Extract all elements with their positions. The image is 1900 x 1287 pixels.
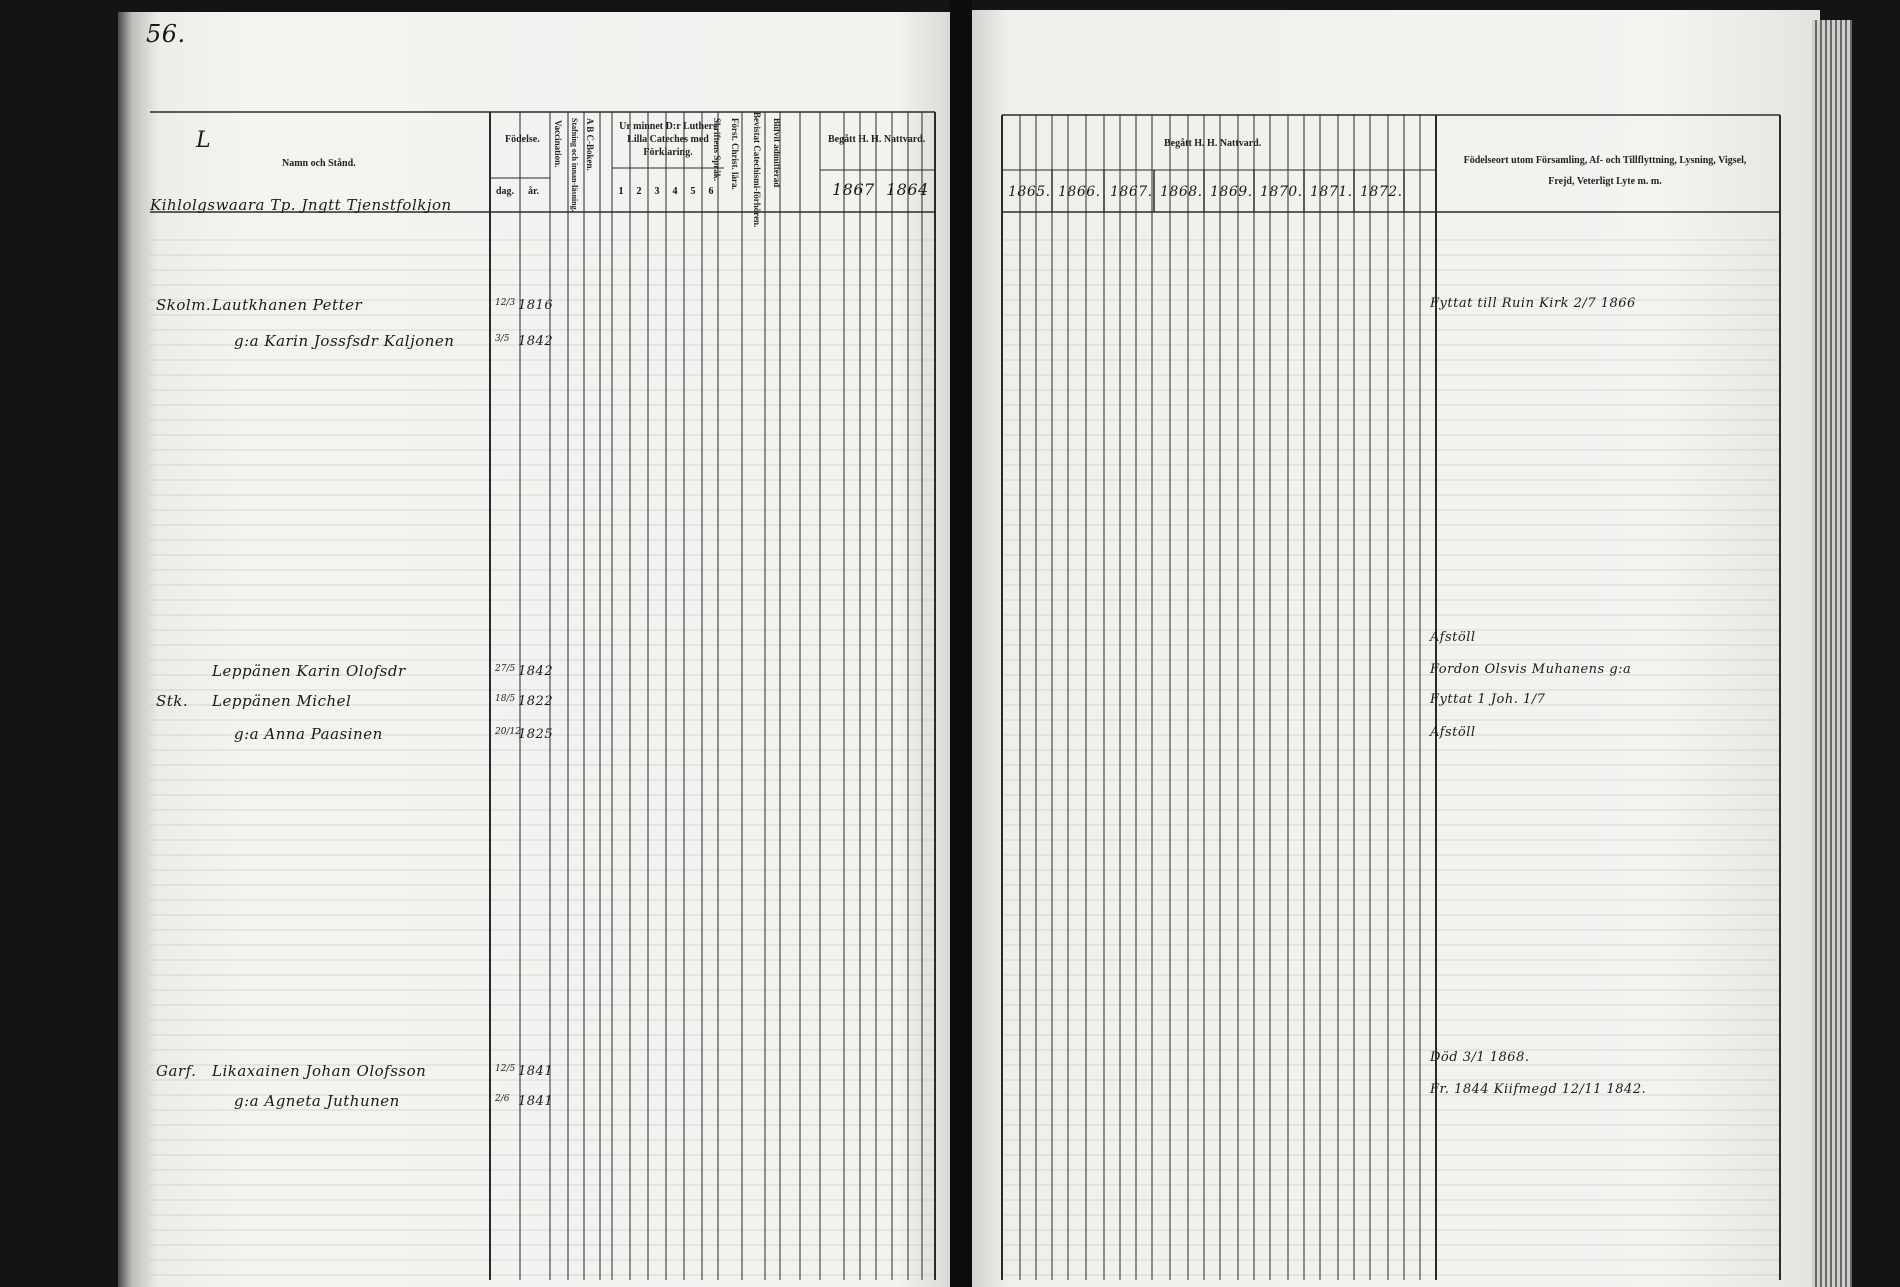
header-birth-year: år.	[528, 186, 540, 197]
entry-place: Skolm.	[156, 296, 212, 314]
entry-birth-day: 3/5	[495, 334, 510, 344]
remark-entry: Afstöll	[1430, 630, 1476, 645]
header-reading-spelling: Stafning och innan-läsning.	[570, 118, 579, 212]
page-number: 56.	[146, 20, 186, 48]
catechism-number: 3	[654, 186, 660, 197]
entry-birth-day: 18/5	[495, 694, 516, 704]
year-left-1: 1867	[832, 180, 875, 199]
entry-name: g:a Agneta Juthunen	[234, 1092, 400, 1110]
entry-name: Lautkhanen Petter	[212, 296, 363, 314]
entry-name: Leppänen Karin Olofsdr	[212, 662, 406, 680]
entry-birth-day: 20/12	[495, 727, 521, 737]
year-right: 1872.	[1360, 184, 1403, 200]
entry-birth-year: 1816	[518, 298, 554, 313]
entry-birth-day: 12/5	[495, 1064, 516, 1074]
header-scripture-proof: Skriftens Språk.	[712, 118, 722, 182]
year-right: 1870.	[1260, 184, 1303, 200]
village-title: Kihlolgswaara Tp. Jngtt Tjenstfolkjon	[150, 196, 452, 214]
entry-birth-year: 1822	[518, 694, 554, 709]
entry-birth-year: 1842	[518, 664, 554, 679]
year-left-2: 1864	[886, 180, 929, 199]
remark-entry: Fyttat till Ruin Kirk 2/7 1866	[1430, 296, 1636, 311]
entry-name: Likaxainen Johan Olofsson	[212, 1062, 427, 1080]
entry-birth-year: 1842	[518, 334, 554, 349]
year-right: 1867.	[1110, 184, 1153, 200]
remark-entry: Fordon Olsvis Muhanens g:a	[1430, 662, 1632, 677]
header-name-and-status: Namn och Stånd.	[282, 158, 356, 169]
catechism-number: 2	[636, 186, 642, 197]
year-right: 1871.	[1310, 184, 1353, 200]
catechism-number: 1	[618, 186, 624, 197]
entry-place: Garf.	[156, 1062, 197, 1080]
catechism-number: 4	[672, 186, 678, 197]
entry-birth-day: 12/3	[495, 298, 516, 308]
header-christian-doctrine: Först. Christ. lära.	[730, 118, 740, 190]
header-birth: Födelse.	[505, 134, 540, 145]
header-abc-book: A B C-Boken.	[585, 118, 595, 171]
header-communion-attended-left: Begått H. H. Nattvard.	[828, 134, 926, 145]
entry-birth-year: 1825	[518, 727, 554, 742]
remark-entry: Död 3/1 1868.	[1430, 1050, 1530, 1065]
year-right: 1865.	[1008, 184, 1051, 200]
header-proven-catechism: Bevistat Catechismi-förhören.	[752, 112, 762, 228]
entry-name: g:a Anna Paasinen	[234, 725, 383, 743]
entry-birth-year: 1841	[518, 1064, 554, 1079]
remark-entry: Afstöll	[1430, 725, 1476, 740]
remark-entry: Fyttat 1 Joh. 1/7	[1430, 692, 1546, 707]
year-right: 1868.	[1160, 184, 1203, 200]
entry-birth-day: 27/5	[495, 664, 516, 674]
entry-name: g:a Karin Jossfsdr Kaljonen	[234, 332, 455, 350]
remark-entry: Fr. 1844 Kiifmegd 12/11 1842.	[1430, 1082, 1647, 1097]
catechism-number: 6	[708, 186, 714, 197]
header-birth-day: dag.	[496, 186, 515, 197]
year-right: 1866.	[1058, 184, 1101, 200]
header-vaccination: Vaccination.	[553, 120, 563, 168]
catechism-number: 5	[690, 186, 696, 197]
header-remarks: Födelseort utom Församling, Af- och Tillflyttning, Lysning, Vigsel, Frejd, Veterligt Lyte m. m.	[1463, 155, 1747, 187]
entry-place: Stk.	[156, 692, 189, 710]
entry-name: Leppänen Michel	[212, 692, 352, 710]
corner-mark: L	[196, 128, 212, 153]
year-right: 1869.	[1210, 184, 1253, 200]
header-luther-catechism: Ur minnet D:r Luthers Lilla Cateches med Förklaring.	[619, 121, 717, 158]
entry-birth-day: 2/6	[495, 1094, 510, 1104]
entry-birth-year: 1841	[518, 1094, 554, 1109]
header-communion-admitted: Blifvit admitterad	[772, 118, 782, 188]
header-communion-attended-right: Begått H. H. Nattvard.	[1164, 138, 1262, 149]
